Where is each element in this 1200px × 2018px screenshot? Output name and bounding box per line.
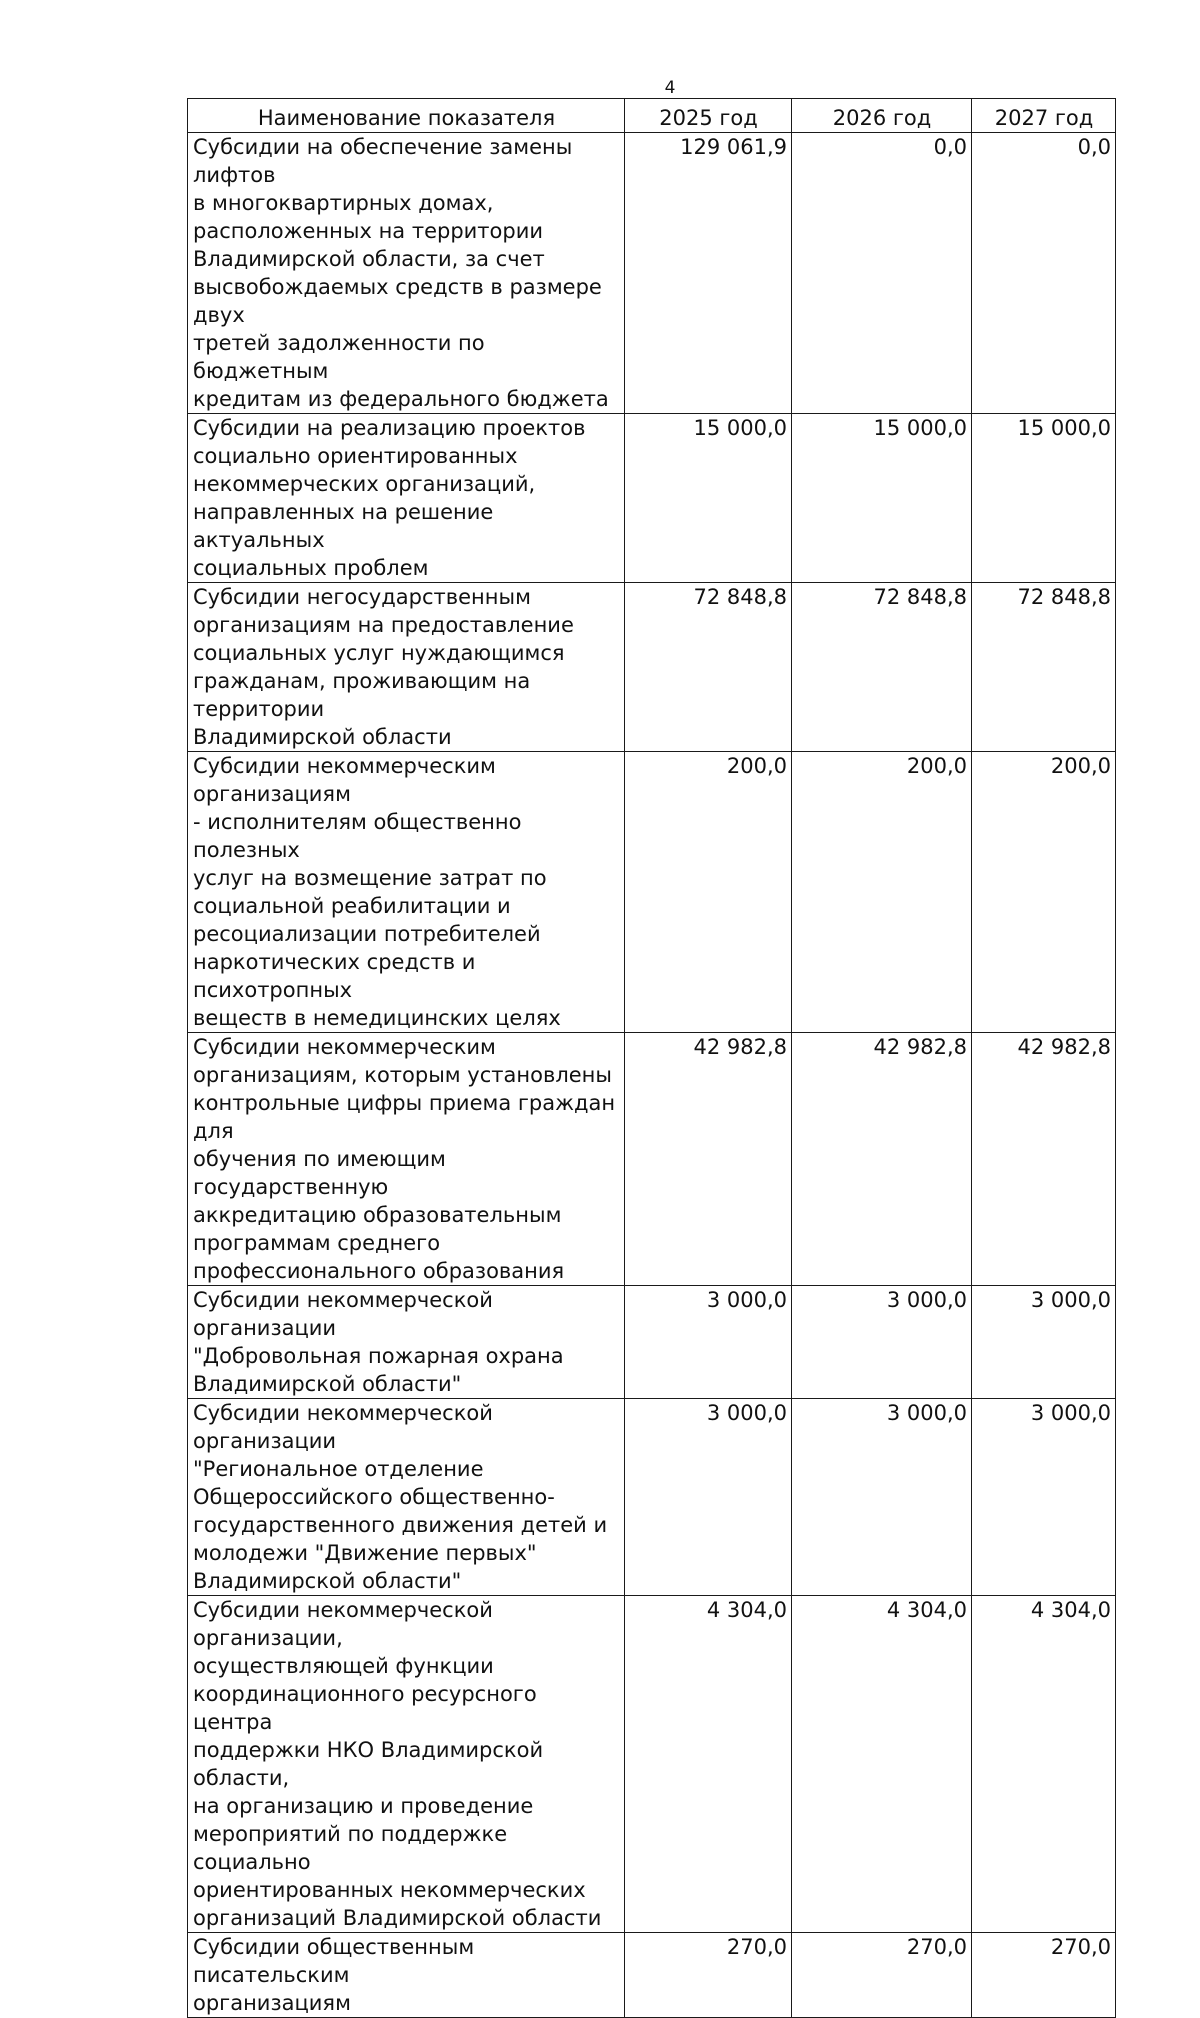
- header-year-2025: 2025 год: [625, 99, 792, 133]
- table-row: [188, 1286, 1116, 1399]
- table-row: [188, 583, 1116, 752]
- value-2026: 4 304,0: [792, 1596, 972, 1933]
- header-row: [188, 99, 1116, 133]
- value-2027: 0,0: [972, 133, 1116, 414]
- table-row: [188, 1596, 1116, 1933]
- header-indicator-name: Наименование показателя: [188, 99, 625, 133]
- value-2027: 42 982,8: [972, 1033, 1116, 1286]
- value-2026: 200,0: [792, 752, 972, 1033]
- page-number: 4: [664, 78, 676, 98]
- value-2027: 3 000,0: [972, 1286, 1116, 1399]
- table-row: [188, 1033, 1116, 1286]
- value-2025: 129 061,9: [625, 133, 792, 414]
- indicator-name: Субсидии общественным писательским организациям: [188, 1933, 625, 2018]
- table-body: [188, 133, 1116, 2018]
- value-2027: 72 848,8: [972, 583, 1116, 752]
- value-2025: 42 982,8: [625, 1033, 792, 1286]
- value-2025: 15 000,0: [625, 414, 792, 583]
- indicator-name: Субсидии некоммерческим организациям - исполнителям общественно полезных услуг на возмещение затрат по социальной реабилитации и ресоциализации потребителей наркотических средств и психотропных веществ в немедицинских целях: [188, 752, 625, 1033]
- subsidies-table: [187, 98, 1116, 2018]
- table-row: [188, 1399, 1116, 1596]
- value-2026: 42 982,8: [792, 1033, 972, 1286]
- indicator-name: Субсидии на реализацию проектов социально ориентированных некоммерческих организаций, направленных на решение актуальных социальных проблем: [188, 414, 625, 583]
- value-2027: 3 000,0: [972, 1399, 1116, 1596]
- value-2025: 270,0: [625, 1933, 792, 2018]
- value-2025: 3 000,0: [625, 1286, 792, 1399]
- indicator-name: Субсидии на обеспечение замены лифтов в многоквартирных домах, расположенных на территории Владимирской области, за счет высвобождаемых средств в размере двух третей задолженности по бюджетным кредитам из федерального бюджета: [188, 133, 625, 414]
- value-2025: 72 848,8: [625, 583, 792, 752]
- table-row: [188, 1933, 1116, 2018]
- value-2026: 72 848,8: [792, 583, 972, 752]
- indicator-name: Субсидии некоммерческим организациям, которым установлены контрольные цифры приема граждан для обучения по имеющим государственную аккредитацию образовательным программам среднего профессионального образования: [188, 1033, 625, 1286]
- table-row: [188, 414, 1116, 583]
- value-2026: 270,0: [792, 1933, 972, 2018]
- value-2027: 4 304,0: [972, 1596, 1116, 1933]
- indicator-name: Субсидии негосударственным организациям на предоставление социальных услуг нуждающимся гражданам, проживающим на территории Владимирской области: [188, 583, 625, 752]
- indicator-name: Субсидии некоммерческой организации "Добровольная пожарная охрана Владимирской области": [188, 1286, 625, 1399]
- header-year-2027: 2027 год: [972, 99, 1116, 133]
- value-2026: 15 000,0: [792, 414, 972, 583]
- indicator-name: Субсидии некоммерческой организации, осуществляющей функции координационного ресурсного центра поддержки НКО Владимирской области, на организацию и проведение мероприятий по поддержке социально ориентированных некоммерческих организаций Владимирской области: [188, 1596, 625, 1933]
- value-2025: 3 000,0: [625, 1399, 792, 1596]
- value-2027: 15 000,0: [972, 414, 1116, 583]
- table-row: [188, 752, 1116, 1033]
- value-2027: 200,0: [972, 752, 1116, 1033]
- value-2025: 200,0: [625, 752, 792, 1033]
- value-2027: 270,0: [972, 1933, 1116, 2018]
- value-2026: 0,0: [792, 133, 972, 414]
- table-row: [188, 133, 1116, 414]
- value-2026: 3 000,0: [792, 1286, 972, 1399]
- table-header: [188, 99, 1116, 133]
- header-year-2026: 2026 год: [792, 99, 972, 133]
- indicator-name: Субсидии некоммерческой организации "Региональное отделение Общероссийского общественно- государственного движения детей и молодежи "Движение первых" Владимирской области": [188, 1399, 625, 1596]
- value-2025: 4 304,0: [625, 1596, 792, 1933]
- value-2026: 3 000,0: [792, 1399, 972, 1596]
